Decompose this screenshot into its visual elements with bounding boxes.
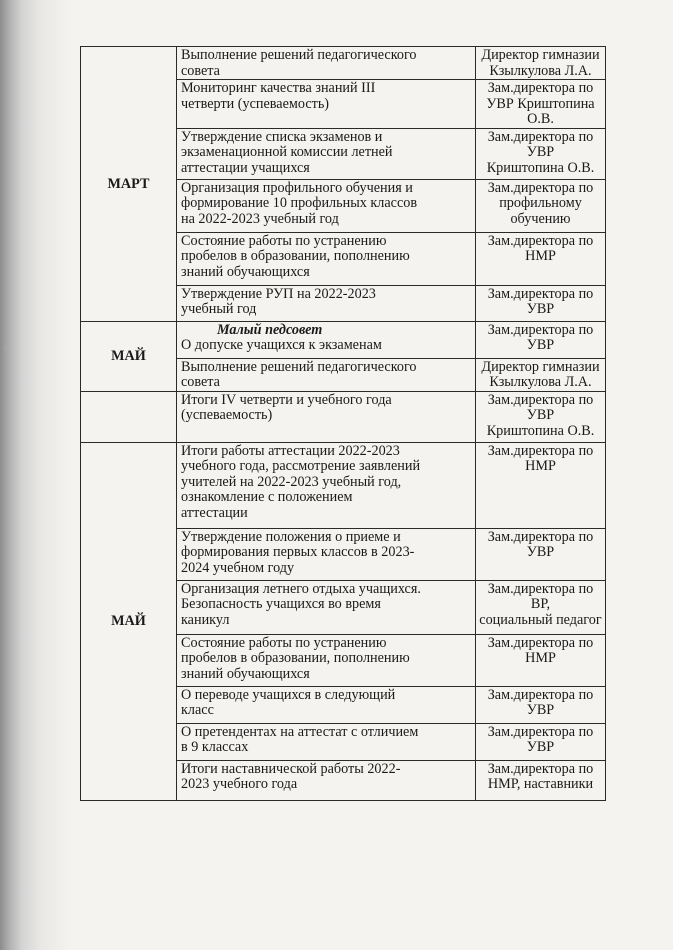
responsible-cell <box>476 391 606 442</box>
text-line: 2024 учебном году <box>181 559 295 576</box>
topic-cell <box>177 80 476 129</box>
text-line: УВР <box>526 407 555 423</box>
text-line: Зам.директора по ВР, <box>487 580 594 612</box>
topic-cell <box>177 723 476 760</box>
responsible-cell <box>476 686 606 723</box>
text-line: аттестации учащихся <box>181 159 310 176</box>
responsible-cell <box>476 580 606 634</box>
text-line: Мониторинг качества знаний III <box>181 80 376 96</box>
responsible-cell <box>476 528 606 580</box>
text-line: знаний обучающихся <box>181 263 310 280</box>
responsible-cell <box>476 634 606 686</box>
text-line: Зам.директора по <box>487 723 594 740</box>
text-line: Криштопина О.В. <box>486 422 595 439</box>
responsible-cell <box>476 80 606 129</box>
responsible-cell <box>476 358 606 391</box>
text-line: НМР <box>525 458 556 474</box>
text-line: УВР <box>526 337 555 353</box>
topic-cell <box>177 580 476 634</box>
text-line: аттестации <box>181 504 248 521</box>
text-line: (успеваемость) <box>181 407 273 423</box>
text-line: УВР <box>526 739 555 755</box>
month-cell <box>81 391 177 442</box>
text-line: Зам.директора по <box>487 686 594 703</box>
text-line: Безопасность учащихся во время <box>181 596 381 612</box>
responsible-cell <box>476 321 606 358</box>
topic-cell <box>177 285 476 321</box>
text-line: Зам.директора по <box>487 285 594 302</box>
responsible-cell <box>476 285 606 321</box>
sub-heading: Малый педсовет <box>217 321 323 338</box>
text-line: совета <box>181 374 220 390</box>
text-line: УВР <box>526 144 555 160</box>
text-line: Зам.директора по <box>487 760 594 777</box>
topic-cell <box>177 442 476 528</box>
responsible-cell <box>476 232 606 285</box>
text-line: формирование 10 профильных классов <box>181 195 418 211</box>
text-line: УВР <box>526 301 555 317</box>
text-line: Кзылкулова Л.А. <box>489 62 592 79</box>
text-line: совета <box>181 62 220 79</box>
text-line: Зам.директора по <box>487 391 594 408</box>
topic-cell <box>177 686 476 723</box>
topic-cell <box>177 179 476 232</box>
text-line: знаний обучающихся <box>181 665 310 682</box>
text-line: О переводе учащихся в следующий <box>181 686 396 703</box>
text-line: Зам.директора по <box>487 634 594 651</box>
plan-table <box>80 46 606 801</box>
text-line: Зам.директора по <box>487 128 594 145</box>
topic-cell <box>177 760 476 800</box>
text-line: ознакомление с положением <box>181 489 353 505</box>
text-line: Организация летнего отдыха учащихся. <box>181 580 421 597</box>
month-cell: МАРТ <box>81 47 177 322</box>
text-line: обучению <box>510 210 571 227</box>
text-line: Состояние работы по устранению <box>181 634 387 651</box>
text-line: О.В. <box>527 111 554 127</box>
text-line: каникул <box>181 611 230 628</box>
text-line: учебного года, рассмотрение заявлений <box>181 458 421 474</box>
text-line: Итоги работы аттестации 2022-2023 <box>181 442 400 459</box>
text-line: учителей на 2022-2023 учебный год, <box>181 473 402 490</box>
text-line: Утверждение РУП на 2022-2023 <box>181 285 376 302</box>
text-line: Организация профильного обучения и <box>181 179 413 196</box>
text-line: четверти (успеваемость) <box>181 95 330 112</box>
binding-shadow <box>0 0 70 950</box>
responsible-cell <box>476 179 606 232</box>
text-line: УВР <box>526 544 555 560</box>
text-line: УВР <box>526 702 555 718</box>
text-line: Зам.директора по <box>487 442 594 459</box>
text-line: Утверждение списка экзаменов и <box>181 128 383 145</box>
text-line: 2023 учебного года <box>181 776 298 792</box>
text-line: Выполнение решений педагогического <box>181 47 417 63</box>
text-line: пробелов в образовании, пополнению <box>181 650 410 666</box>
text-line: Криштопина О.В. <box>486 159 595 176</box>
responsible-cell <box>476 723 606 760</box>
topic-cell <box>177 358 476 391</box>
responsible-cell <box>476 760 606 800</box>
text-line: Зам.директора по <box>487 232 594 249</box>
text-line: Директор гимназии <box>481 358 600 375</box>
text-line: Итоги IV четверти и учебного года <box>181 391 392 408</box>
text-line: в 9 классах <box>181 739 249 755</box>
text-line: НМР <box>525 248 556 264</box>
topic-cell <box>177 528 476 580</box>
table-row <box>81 442 606 528</box>
text-line: учебный год <box>181 301 257 317</box>
responsible-cell <box>476 47 606 80</box>
text-line: профильному <box>499 195 582 211</box>
topic-cell <box>177 391 476 442</box>
text-line: класс <box>181 702 214 718</box>
text-line: Выполнение решений педагогического <box>181 358 417 375</box>
responsible-cell <box>476 128 606 179</box>
margin-mark: ю <box>4 343 11 353</box>
text-line: Утверждение положения о приеме и <box>181 528 401 545</box>
responsible-cell <box>476 442 606 528</box>
text-line: формирования первых классов в 2023- <box>181 544 415 560</box>
table-row <box>81 47 606 80</box>
text-line: Итоги наставнической работы 2022- <box>181 760 401 777</box>
topic-cell <box>177 634 476 686</box>
text-line: Зам.директора по <box>487 179 594 196</box>
table-row <box>81 391 606 442</box>
text-line: экзаменационной комиссии летней <box>181 144 393 160</box>
text-line: Директор гимназии <box>481 47 600 63</box>
text-line: УВР Криштопина <box>486 95 595 112</box>
text-line: Зам.директора по <box>487 321 594 338</box>
topic-cell <box>177 232 476 285</box>
topic-cell <box>177 47 476 80</box>
text-line: О допуске учащихся к экзаменам <box>181 337 382 353</box>
text-line: социальный педагог <box>479 611 602 628</box>
text-line: на 2022-2023 учебный год <box>181 210 339 227</box>
text-line: Состояние работы по устранению <box>181 232 387 249</box>
month-cell: МАЙ <box>81 321 177 391</box>
text-line: О претендентах на аттестат с отличием <box>181 723 419 740</box>
table-row <box>81 321 606 358</box>
topic-cell <box>177 128 476 179</box>
month-cell: МАЙ <box>81 442 177 800</box>
topic-cell <box>177 321 476 358</box>
text-line: пробелов в образовании, пополнению <box>181 248 410 264</box>
text-line: Зам.директора по <box>487 80 594 96</box>
text-line: Зам.директора по <box>487 528 594 545</box>
plan-table-body <box>81 47 606 801</box>
text-line: Кзылкулова Л.А. <box>489 374 592 390</box>
text-line: НМР <box>525 650 556 666</box>
text-line: НМР, наставники <box>487 776 594 792</box>
